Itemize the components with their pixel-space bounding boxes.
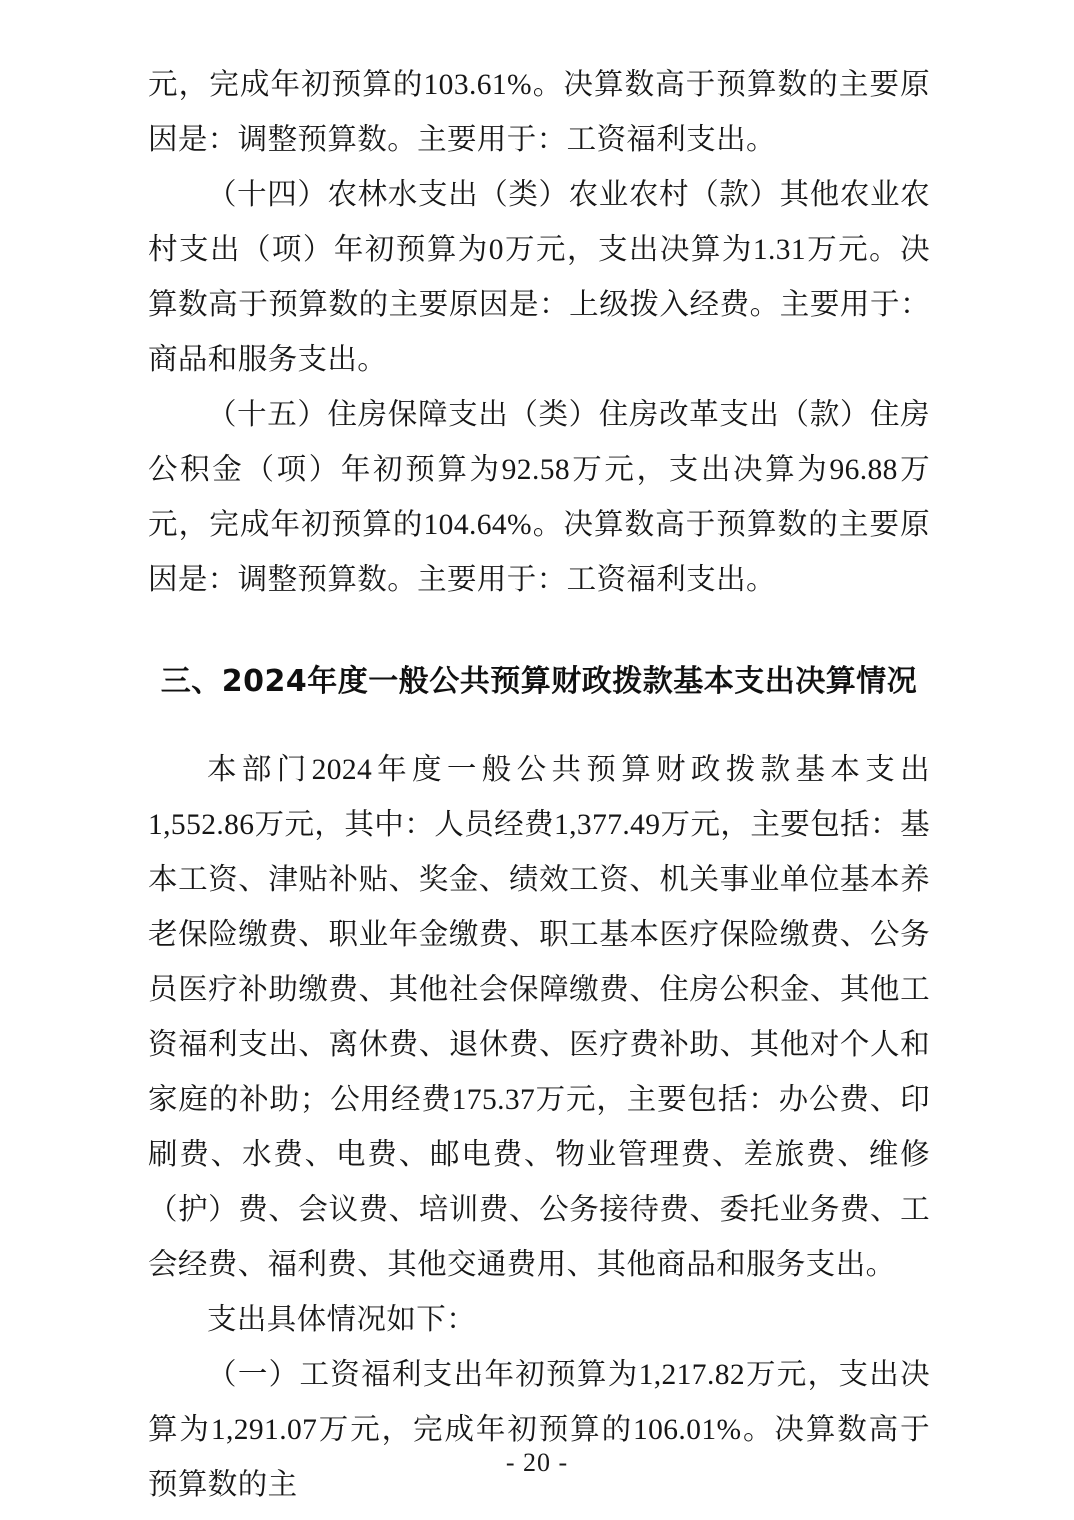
paragraph-detail-1: （一）工资福利支出年初预算为1,217.82万元，支出决算为1,291.07万元，完成年初预算的106.01%。决算数高于预算数的主 (148, 1359, 930, 1501)
paragraph-basic-expenditure-overview: 本部门2024年度一般公共预算财政拨款基本支出1,552.86万元，其中：人员经费1,377.49万元，主要包括：基本工资、津贴补贴、奖金、绩效工资、机关事业单位基本养老保险缴费、职业年金缴费、职工基本医疗保险缴费、公务员医疗补助缴费、其他社会保障缴费、住房公积金、其他工资福利支出、离休费、退休费、医疗费补助、其他对个人和家庭的补助；公用经费175.37万元，主要包括：办公费、印刷费、水费、电费、邮电费、物业管理费、差旅费、维修（护）费、会议费、培训费、公务接待费、委托业务费、工会经费、福利费、其他交通费用、其他商品和服务支出。 (148, 754, 930, 1281)
spacer-after-heading (148, 709, 930, 743)
page-number: - 20 - (505, 1448, 569, 1477)
paragraph-item-14: （十四）农林水支出（类）农业农村（款）其他农业农村支出（项）年初预算为0万元，支出决算为1.31万元。决算数高于预算数的主要原因是：上级拨入经费。主要用于：商品和服务支出。 (148, 179, 930, 376)
page-content (148, 58, 930, 1513)
spacer-before-heading (148, 608, 930, 654)
paragraph-continued-13: 元，完成年初预算的103.61%。决算数高于预算数的主要原因是：调整预算数。主要用于：工资福利支出。 (148, 69, 930, 156)
section-heading: 三、2024年度一般公共预算财政拨款基本支出决算情况 (160, 664, 918, 699)
paragraph-item-15: （十五）住房保障支出（类）住房改革支出（款）住房公积金（项）年初预算为92.58万元，支出决算为96.88万元，完成年初预算的104.64%。决算数高于预算数的主要原因是：调整预算数。主要用于：工资福利支出。 (148, 399, 930, 596)
paragraph-detail-lead: 支出具体情况如下： (207, 1304, 477, 1336)
